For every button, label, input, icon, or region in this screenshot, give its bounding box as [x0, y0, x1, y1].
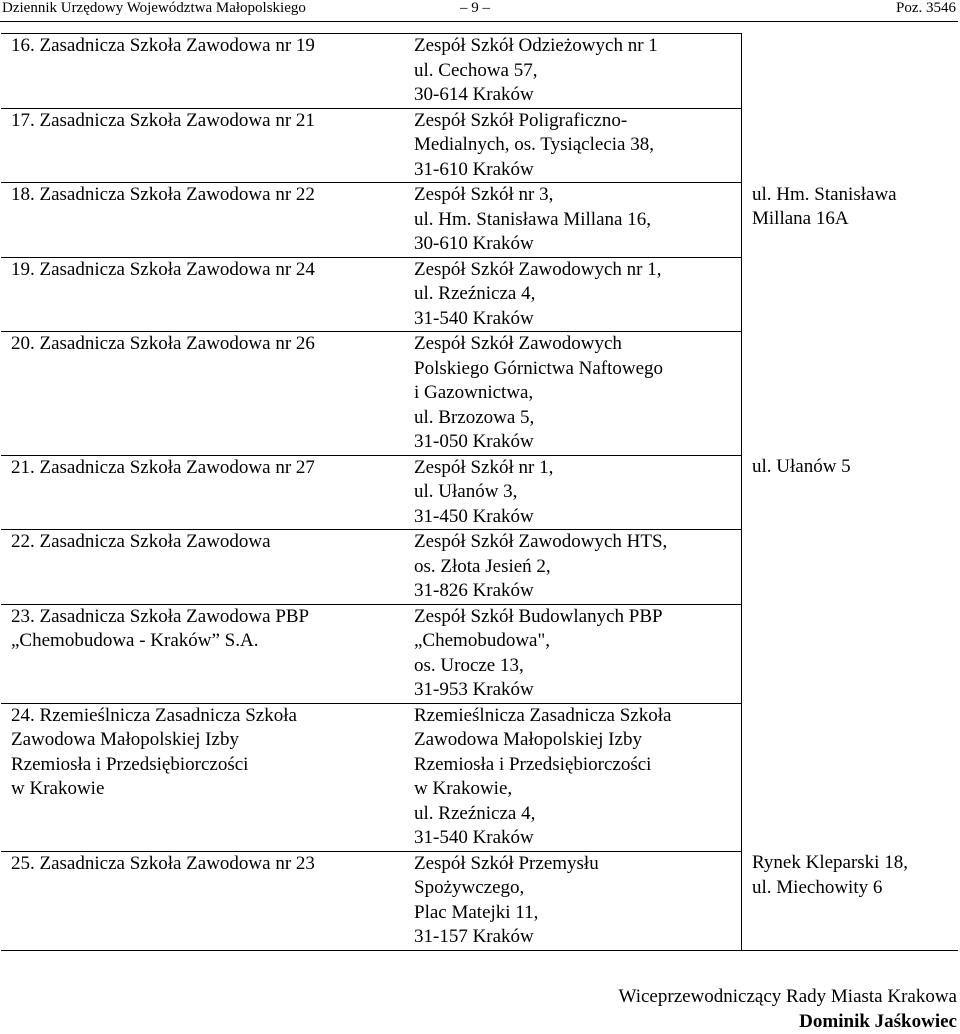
table-row — [1, 332, 958, 456]
school-name-cell: 22. Zasadnicza Szkoła Zawodowa — [1, 530, 409, 605]
school-name-cell: 21. Zasadnicza Szkoła Zawodowa nr 27 — [1, 455, 409, 530]
school-address-cell: Zespół Szkół Zawodowych nr 1, ul. Rzeźnicza 4, 31-540 Kraków — [409, 257, 742, 332]
new-address-cell — [742, 530, 959, 605]
school-address-cell: Zespół Szkół Przemysłu Spożywczego, Plac Matejki 11, 31-157 Kraków — [409, 851, 742, 950]
schools-table — [1, 33, 958, 951]
school-address-cell: Zespół Szkół Zawodowych Polskiego Górnictwa Naftowego i Gazownictwa, ul. Brzozowa 5, 31-050 Kraków — [409, 332, 742, 456]
signature-block — [619, 984, 957, 1034]
signature-title: Wiceprzewodniczący Rady Miasta Krakowa — [618, 986, 957, 1007]
table-row — [1, 851, 958, 950]
signature-name: Dominik Jaśkowiec — [799, 1011, 957, 1032]
new-address-cell: Rynek Kleparski 18, ul. Miechowity 6 — [742, 851, 959, 950]
school-address-cell: Zespół Szkół nr 3, ul. Hm. Stanisława Millana 16, 30-610 Kraków — [409, 183, 742, 258]
table-row — [1, 703, 958, 851]
school-name-cell: 24. Rzemieślnicza Zasadnicza Szkoła Zawodowa Małopolskiej Izby Rzemiosła i Przedsiębiorczości w Krakowie — [1, 703, 409, 851]
school-address-cell: Zespół Szkół Poligraficzno- Medialnych, os. Tysiąclecia 38, 31-610 Kraków — [409, 108, 742, 183]
school-name-cell: 25. Zasadnicza Szkoła Zawodowa nr 23 — [1, 851, 409, 950]
journal-title: Dziennik Urzędowy Województwa Małopolskiego — [2, 0, 306, 16]
page-header — [0, 0, 958, 22]
school-address-cell: Zespół Szkół nr 1, ul. Ułanów 3, 31-450 Kraków — [409, 455, 742, 530]
new-address-cell: ul. Hm. Stanisława Millana 16A — [742, 183, 959, 258]
new-address-cell — [742, 703, 959, 851]
new-address-cell: ul. Ułanów 5 — [742, 455, 959, 530]
school-address-cell: Rzemieślnicza Zasadnicza Szkoła Zawodowa Małopolskiej Izby Rzemiosła i Przedsiębiorczości w Krakowie, ul. Rzeźnicza 4, 31-540 Kraków — [409, 703, 742, 851]
new-address-cell — [742, 34, 959, 109]
table-row — [1, 257, 958, 332]
new-address-cell — [742, 332, 959, 456]
school-name-cell: 19. Zasadnicza Szkoła Zawodowa nr 24 — [1, 257, 409, 332]
school-address-cell: Zespół Szkół Zawodowych HTS, os. Złota Jesień 2, 31-826 Kraków — [409, 530, 742, 605]
school-address-cell: Zespół Szkół Odzieżowych nr 1 ul. Cechowa 57, 30-614 Kraków — [409, 34, 742, 109]
table-row — [1, 183, 958, 258]
school-name-cell: 20. Zasadnicza Szkoła Zawodowa nr 26 — [1, 332, 409, 456]
school-address-cell: Zespół Szkół Budowlanych PBP „Chemobudowa", os. Urocze 13, 31-953 Kraków — [409, 604, 742, 703]
new-address-cell — [742, 108, 959, 183]
school-name-cell: 16. Zasadnicza Szkoła Zawodowa nr 19 — [1, 34, 409, 109]
new-address-cell — [742, 604, 959, 703]
school-name-cell: 17. Zasadnicza Szkoła Zawodowa nr 21 — [1, 108, 409, 183]
school-name-cell: 18. Zasadnicza Szkoła Zawodowa nr 22 — [1, 183, 409, 258]
position-number: Poz. 3546 — [896, 0, 956, 16]
table-row — [1, 108, 958, 183]
table-row — [1, 604, 958, 703]
table-row — [1, 34, 958, 109]
page-number: – 9 – — [460, 0, 490, 16]
new-address-cell — [742, 257, 959, 332]
table-row — [1, 530, 958, 605]
table-row — [1, 455, 958, 530]
school-name-cell: 23. Zasadnicza Szkoła Zawodowa PBP „Chemobudowa - Kraków” S.A. — [1, 604, 409, 703]
